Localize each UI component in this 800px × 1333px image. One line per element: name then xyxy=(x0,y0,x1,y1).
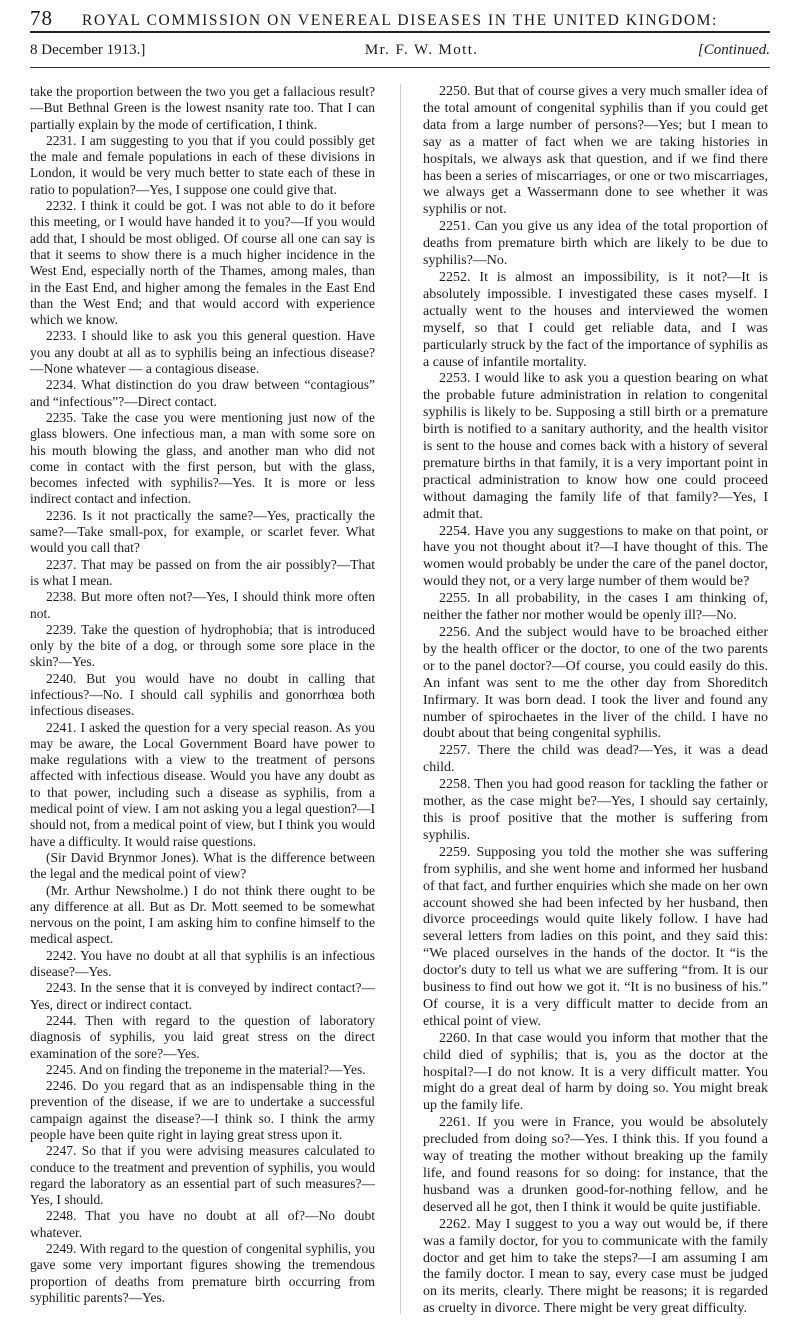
paragraph: 2253. I would like to ask you a question bearing on what the probable future administration in relation to congenital syphilis is likely to be. Supposing a still birth or a premature birth is notified to a sanitary authority, and the health visitor is sent to the house and comes back with a history of several premature births in that family, it is a very important point in practical administration to know how one could proceed without damaging the family life of that family?—Yes, I admit that. xyxy=(423,371,768,522)
continued-label: [Continued. xyxy=(697,42,770,58)
paragraph: 2258. Then you had good reason for tackling the father or mother, as the case might be?—Yes, I should say certainly, this is proof positive that the mother is suffering from syphilis. xyxy=(423,777,768,843)
page-number: 78 xyxy=(30,6,53,30)
paragraph: 2246. Do you regard that as an indispensable thing in the prevention of the disease, if we are to undertake a successful campaign against the disease?—I think so. I think the army people have been quite right in laying great stress upon it. xyxy=(30,1078,375,1142)
paragraph: 2231. I am suggesting to you that if you could possibly get the male and female populations in each of these divisions in London, it would be very much better to state each of these in ratio to population?—Yes, I suppose one could give that. xyxy=(30,132,375,197)
paragraph: 2232. I think it could be got. I was not able to do it before this meeting, or I would have handed it to you?—If you would add that, I should be most obliged. Of course all one can say is that it seems to show there is a much higher incidence in the West End, especially north of the Thames, among males, than in the East End, and higher among the females in the East End than the West End; and that would accord with experience which we know. xyxy=(30,198,375,328)
paragraph: 2241. I asked the question for a very special reason. As you may be aware, the Local Government Board have power to make regulations with a view to the treatment of persons affected with infectious disease. Would you have any doubt as to that power, including such a disease as syphilis, from a medical point of view. I am not asking you a legal question?—I should not, from a medical point of view, but I think you would have a difficulty. It would raise questions. xyxy=(30,719,375,849)
paragraph: 2240. But you would have no doubt in calling that infectious?—No. I should call syphilis and gonorrhœa both infectious diseases. xyxy=(30,670,375,719)
paragraph: 2251. Can you give us any idea of the total proportion of deaths from premature birth which are likely to be due to syphilis?—No. xyxy=(423,219,768,269)
paragraph: 2260. In that case would you inform that mother that the child died of syphilis; that is, you as the doctor at the hospital?—I do not know. It is a very difficult matter. You might do a great deal of harm by doing so. You might break up the family life. xyxy=(423,1030,768,1114)
left-column xyxy=(30,84,375,1306)
paragraph: (Mr. Arthur Newsholme.) I do not think there ought to be any difference at all. But as Dr. Mott seemed to be somewhat nervous on the point, I am asking him to confine himself to the medical aspect. xyxy=(30,882,375,947)
paragraph: 2259. Supposing you told the mother she was suffering from syphilis, and she went home and informed her husband of that fact, and further enquiries which she made on her own account showed she had been infected by her husband, then divorce proceedings would quite likely follow. I have had several letters from ladies on this point, and they said this: “We placed ourselves in the hands of the doctor. It “is the doctor's duty to tell us what we are suffering “from. It is our business to find out how we got it. “It is no business of his.” Of course, it is a very difficult matter to decide from an ethical point of view. xyxy=(423,844,768,1029)
paragraph: 2261. If you were in France, you would be absolutely precluded from doing so?—Yes. I think this. If you found a way of treating the mother without breaking up the family life, and found reasons for so doing: for instance, that the husband was a drunken good-for-nothing fellow, and he deserved all he got, then I think it would be quite justifiable. xyxy=(423,1115,768,1215)
sub-header xyxy=(30,42,770,64)
paragraph: 2243. In the sense that it is conveyed by indirect contact?—Yes, direct or indirect contact. xyxy=(30,980,375,1012)
paragraph: 2256. And the subject would have to be broached either by the health officer or the doctor, to one of the two parents or to the panel doctor?—Of course, you could easily do this. An infant was sent to me the other day from Shoreditch Infirmary. It was born dead. I took the liver and found any number of spirochaetes in the liver of the child. I have no doubt about that being congenital syphilis. xyxy=(423,625,768,742)
paragraph: 2250. But that of course gives a very much smaller idea of the total amount of congenital syphilis than if you could get data from a large number of persons?—Yes; but I mean to say as a matter of fact when we are taking histories in hospitals, we always ask that question, and if we find there has been a series of miscarriages, or one or two miscarriages, we always get a Wassermann done to see whether it was syphilis or not. xyxy=(423,84,768,218)
running-title: ROYAL COMMISSION ON VENEREAL DISEASES IN THE UNITED KINGDOM: xyxy=(82,12,718,29)
paragraph: 2247. So that if you were advising measures calculated to conduce to the treatment and prevention of syphilis, you would regard the laboratory as an essential part of such measures?—Yes, I should. xyxy=(30,1143,375,1208)
column-divider xyxy=(400,84,401,1314)
paragraph: 2245. And on finding the treponeme in the material?—Yes. xyxy=(46,1061,366,1077)
paragraph: 2234. What distinction do you draw between “contagious” and “infectious”?—Direct contact. xyxy=(30,377,375,409)
paragraph: 2255. In all probability, in the cases I am thinking of, neither the father nor mother would be openly ill?—No. xyxy=(423,591,768,624)
witness-name: Mr. F. W. Mott. xyxy=(364,42,479,58)
paragraph: 2238. But more often not?—Yes, I should think more often not. xyxy=(30,589,375,621)
paragraph: 2249. With regard to the question of congenital syphilis, you gave some very important figures showing the tremendous proportion of deaths from premature birth occurring from syphilitic parents?—Yes. xyxy=(30,1241,375,1305)
paragraph: 2239. Take the question of hydrophobia; that is introduced only by the bite of a dog, or through some sore place in the skin?—Yes. xyxy=(30,621,375,670)
paragraph: 2233. I should like to ask you this general question. Have you any doubt at all as to syphilis being an infectious disease?—None whatever — a contagious disease. xyxy=(30,328,375,377)
paragraph: 2236. Is it not practically the same?—Yes, practically the same?—Take small-pox, for example, or scarlet fever. What would you call that? xyxy=(30,507,375,556)
sub-header-rule xyxy=(30,67,770,68)
running-head xyxy=(30,6,770,28)
paragraph: 2235. Take the case you were mentioning just now of the glass blowers. One infectious man, a man with some sore on his mouth blowing the glass, and another man who did not come in contact with the first person, but with the glass, becomes infected with syphilis?—Yes. It is more or less indirect contact and infection. xyxy=(30,409,375,507)
right-column xyxy=(423,84,768,1318)
paragraph: 2237. That may be passed on from the air possibly?—That is what I mean. xyxy=(30,556,375,588)
paragraph: 2242. You have no doubt at all that syphilis is an infectious disease?—Yes. xyxy=(30,947,375,980)
paragraph: (Sir David Brynmor Jones). What is the difference between the legal and the medical point of view? xyxy=(30,849,375,882)
paragraph: 2254. Have you any suggestions to make on that point, or have you not thought about it?—I have thought of this. The women would probably be under the care of the panel doctor, would they not, or a very large number of them would be? xyxy=(423,523,768,590)
paragraph: 2252. It is almost an impossibility, is it not?—It is absolutely impossible. I investigated these cases myself. I actually went to the houses and interviewed the women myself, so that I could get reliable data, and I was particularly struck by the fact of the importance of syphilis as a cause of infantile mortality. xyxy=(423,269,768,370)
paragraph: 2262. May I suggest to you a way out would be, if there was a family doctor, for you to communicate with the family doctor and get him to take the steps?—I am assuming I am the family doctor. I mean to say, every case must be judged on its merits, clearly. There might be reasons; it is regarded as cruelty in divorce. There might be very great difficulty. xyxy=(423,1216,768,1317)
session-date: 8 December 1913.] xyxy=(30,42,146,58)
header-rule xyxy=(30,31,770,33)
paragraph: take the proportion between the two you get a fallacious result?—But Bethnal Green is the lowest nsanity rate too. That I can partially explain by the mode of certification, I think. xyxy=(30,84,375,132)
paragraph: 2248. That you have no doubt at all of?—No doubt whatever. xyxy=(30,1208,375,1240)
paragraph: 2244. Then with regard to the question of laboratory diagnosis of syphilis, you laid great stress on the direct examination of the sore?—Yes. xyxy=(30,1012,375,1061)
paragraph: 2257. There the child was dead?—Yes, it was a dead child. xyxy=(423,743,768,776)
